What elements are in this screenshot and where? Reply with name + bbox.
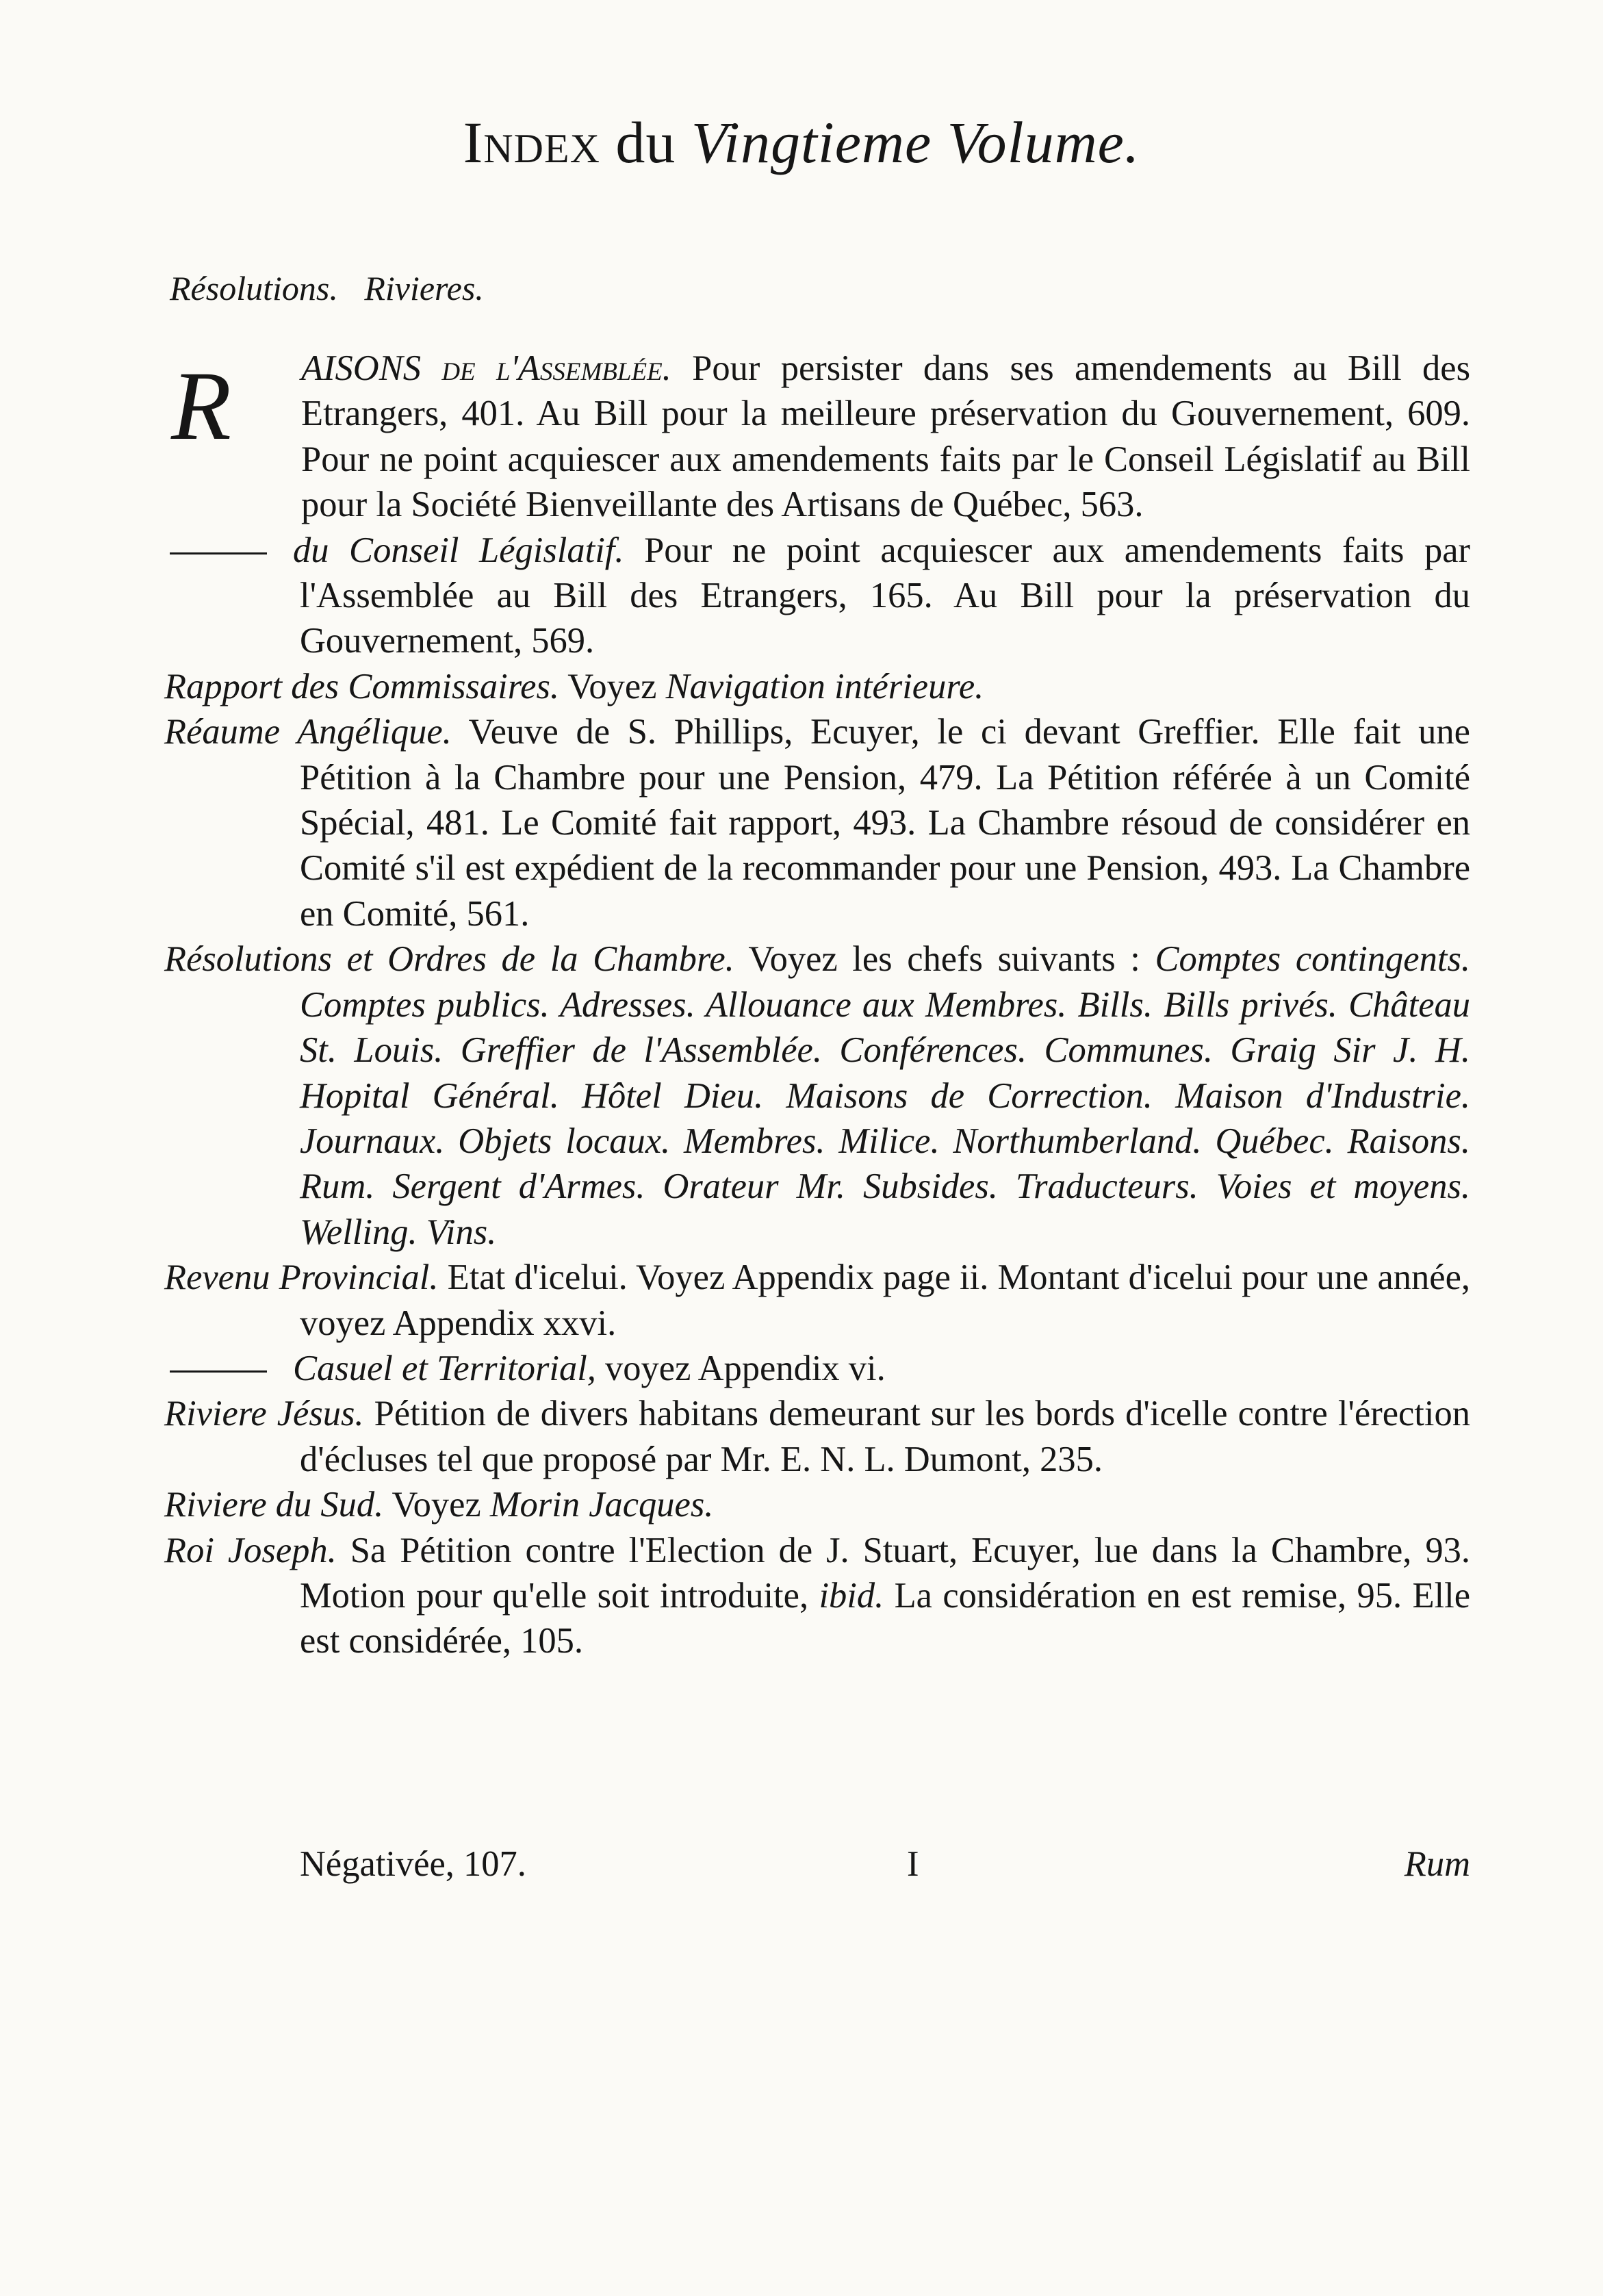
index-entry	[164, 664, 1470, 709]
index-entry	[164, 709, 1470, 936]
index-entry	[164, 1255, 1470, 1346]
entry-text: Pour ne point acquiescer aux amendements faits par l'Assemblée au Bill des Etrangers, 165. Au Bill pour la préservation du Gouvernement, 569.	[300, 530, 1470, 661]
title-index: Index	[463, 110, 600, 175]
page-title	[0, 108, 1603, 177]
entry-reference: Morin Jacques.	[489, 1485, 714, 1525]
page-footer	[300, 1841, 1470, 1887]
entry-head: Réaume Angélique.	[164, 712, 452, 752]
title-du: du	[615, 110, 676, 175]
entry-head: du Conseil Législatif.	[293, 530, 624, 570]
index-entry	[164, 1482, 1470, 1527]
entry-head: Résolutions et Ordres de la Chambre.	[164, 939, 734, 980]
entry-head: Revenu Provincial.	[164, 1258, 439, 1298]
entry-text: Voyez	[559, 666, 666, 706]
entry-text: Sa Pétition contre l'Election de J. Stuart, Ecuyer, lue dans la Chambre, 93. Motion pour qu'elle soit introduite,	[300, 1530, 1470, 1616]
catchword: Rum	[1404, 1844, 1470, 1884]
index-body	[164, 346, 1470, 1664]
entry-text: voyez Appendix vi.	[595, 1348, 886, 1388]
entry-text: Voyez	[383, 1485, 490, 1525]
running-head: Résolutions. Rivieres.	[170, 269, 484, 307]
ditto-dash	[170, 1370, 267, 1373]
signature-mark: I	[907, 1844, 919, 1884]
drop-cap: R	[171, 352, 231, 461]
footer-last-line: Négativée, 107.	[300, 1844, 526, 1884]
entry-head: Riviere du Sud.	[164, 1485, 384, 1525]
index-entry	[164, 1391, 1470, 1482]
entry-reference: Navigation intérieure.	[665, 666, 984, 706]
index-subentry	[164, 528, 1470, 664]
entry-reference: ibid.	[819, 1575, 884, 1616]
title-volume: Vingtieme Volume.	[691, 110, 1140, 175]
index-entry	[164, 1528, 1470, 1664]
index-entry	[164, 936, 1470, 1255]
entry-head: Riviere Jésus.	[164, 1394, 364, 1434]
entry-text: Etat d'icelui. Voyez Appendix page ii. Montant d'icelui pour une année, voyez Appendix xxvi.	[300, 1258, 1470, 1343]
entry-head: AISONS de l'Assemblée.	[301, 348, 671, 388]
entry-text: Pétition de divers habitans demeurant sur les bords d'icelle contre l'érection d'écluses tel que proposé par Mr. E. N. L. Dumont, 235.	[300, 1394, 1470, 1479]
entry-head: Rapport des Commissaires.	[164, 666, 560, 706]
entry-head: Casuel et Territorial,	[293, 1348, 596, 1388]
entry-text: Veuve de S. Phillips, Ecuyer, le ci devant Greffier. Elle fait une Pétition à la Chambre pour une Pension, 479. La Pétition référée à un Comité Spécial, 481. Le Comité fait rapport, 493. La Chambre résoud de considérer en Comité s'il est expédient de la recommander pour une Pension, 493. La Chambre en Comité, 561.	[300, 712, 1470, 934]
index-subentry	[164, 1346, 1470, 1391]
entry-head: Roi Joseph.	[164, 1530, 337, 1570]
entry-text-after: La considération en est remise, 95. Elle est considérée, 105.	[300, 1575, 1470, 1661]
ditto-dash	[170, 552, 267, 554]
index-entry-raisons	[164, 346, 1470, 528]
entry-text: Pour persister dans ses amendements au Bill des Etrangers, 401. Au Bill pour la meilleure préservation du Gouvernement, 609. Pour ne point acquiescer aux amendements faits par le Conseil Législatif au Bill pour la Société Bienveillante des Artisans de Québec, 563.	[301, 348, 1471, 525]
entry-reference-list: Comptes contingents. Comptes publics. Adresses. Allouance aux Membres. Bills. Bills privés. Château St. Louis. Greffier de l'Assemblée. Conférences. Communes. Graig Sir J. H. Hopital Général. Hôtel Dieu. Maisons de Correction. Maison d'Industrie. Journaux. Objets locaux. Membres. Milice. Northumberland. Québec. Raisons. Rum. Sergent d'Armes. Orateur Mr. Subsides. Traducteurs. Voies et moyens. Welling. Vins.	[300, 939, 1470, 1252]
entry-text: Voyez les chefs suivants :	[734, 939, 1155, 980]
